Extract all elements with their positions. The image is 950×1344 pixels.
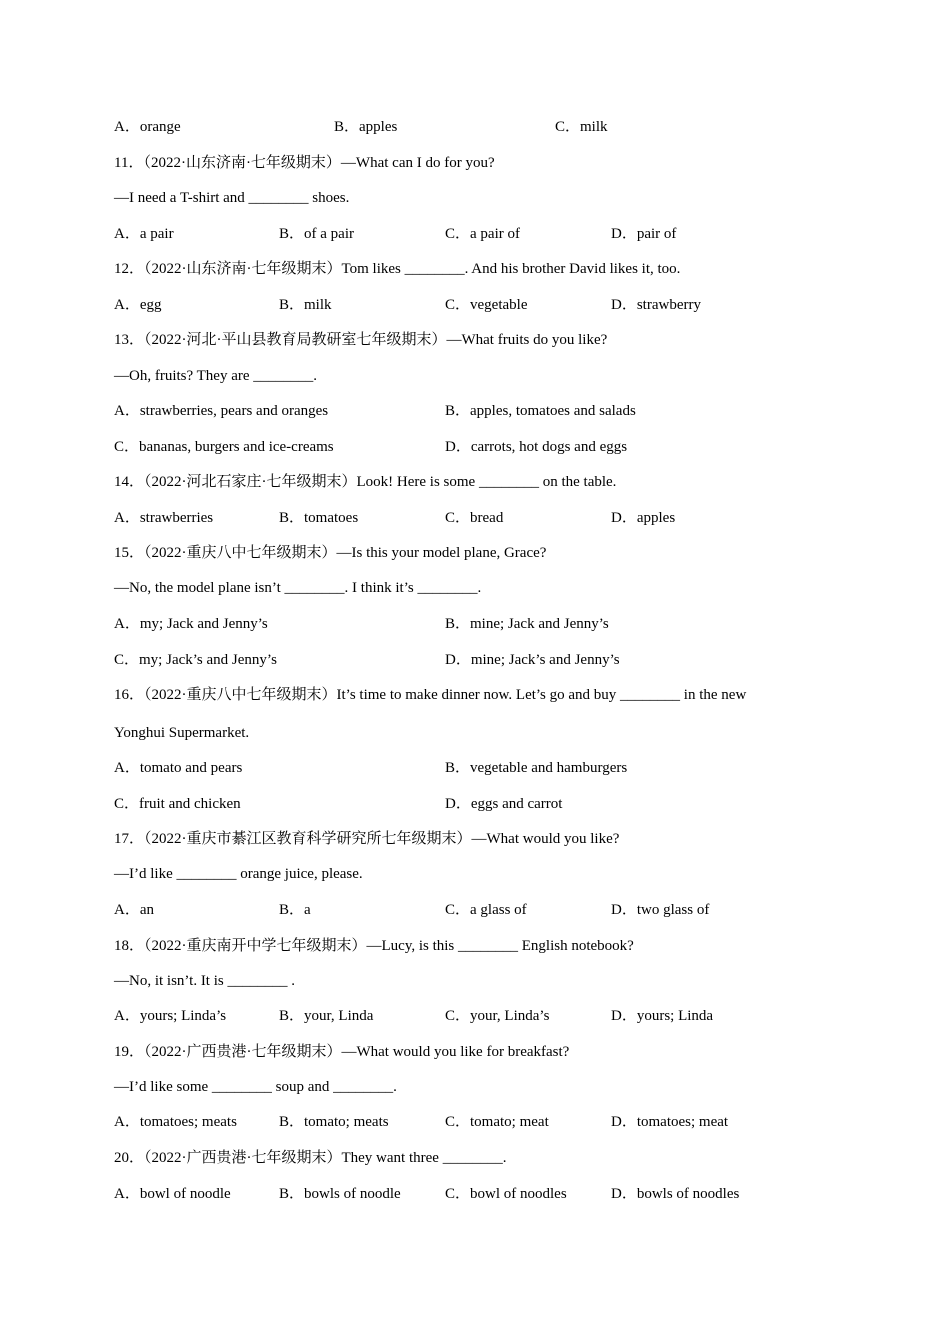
answer-option bbox=[611, 508, 675, 528]
answer-option bbox=[611, 224, 676, 244]
answer-option bbox=[445, 650, 620, 670]
option-letter: C． bbox=[445, 1114, 471, 1130]
answer-option bbox=[114, 224, 174, 244]
answer-option bbox=[445, 758, 627, 778]
option-text: milk bbox=[304, 297, 332, 313]
question-line: —I’d like some ________ soup and ________. bbox=[114, 1079, 397, 1095]
question-line: 13．（2022·河北·平山县教育局教研室七年级期末）—What fruits do you like? bbox=[114, 332, 608, 348]
option-letter: A． bbox=[114, 1114, 140, 1130]
answer-option bbox=[445, 900, 527, 920]
option-text: yours; Linda bbox=[636, 1008, 714, 1024]
answer-option bbox=[445, 401, 636, 421]
option-letter: D． bbox=[611, 226, 637, 242]
answer-option bbox=[445, 295, 527, 315]
option-text: mine; Jack and Jenny’s bbox=[470, 616, 609, 632]
option-text: vegetable bbox=[470, 297, 528, 313]
answer-option bbox=[334, 117, 397, 137]
option-text: bowls of noodle bbox=[304, 1186, 401, 1202]
answer-option bbox=[445, 224, 520, 244]
answer-option bbox=[114, 1112, 237, 1132]
answer-option bbox=[445, 794, 562, 814]
option-text: apples bbox=[359, 119, 398, 135]
answer-option bbox=[114, 900, 154, 920]
option-text: bowl of noodle bbox=[139, 1186, 231, 1202]
option-letter: A． bbox=[114, 902, 140, 918]
option-letter: B． bbox=[279, 1114, 305, 1130]
option-letter: D． bbox=[445, 652, 471, 668]
option-text: strawberries bbox=[139, 510, 214, 526]
answer-option bbox=[279, 900, 311, 920]
question-line: —I’d like ________ orange juice, please. bbox=[114, 866, 363, 882]
option-text: pair of bbox=[636, 226, 677, 242]
option-text: an bbox=[139, 902, 155, 918]
option-letter: C． bbox=[445, 902, 471, 918]
option-letter: B． bbox=[445, 403, 471, 419]
answer-option bbox=[279, 1112, 389, 1132]
option-text: milk bbox=[580, 119, 608, 135]
answer-option bbox=[114, 1006, 226, 1026]
question-line: 17．（2022·重庆市綦江区教育科学研究所七年级期末）—What would you like? bbox=[114, 831, 620, 847]
option-letter: C． bbox=[445, 297, 471, 313]
option-letter: C． bbox=[445, 1008, 471, 1024]
answer-option bbox=[445, 614, 609, 634]
option-text: your, Linda’s bbox=[470, 1008, 550, 1024]
option-text: tomato; meat bbox=[470, 1114, 549, 1130]
option-letter: D． bbox=[611, 1186, 637, 1202]
answer-option bbox=[114, 758, 242, 778]
option-letter: C． bbox=[114, 652, 140, 668]
answer-option bbox=[114, 1184, 231, 1204]
option-letter: A． bbox=[114, 1008, 140, 1024]
option-letter: A． bbox=[114, 760, 140, 776]
option-text: bowls of noodles bbox=[636, 1186, 740, 1202]
question-line: 11．（2022·山东济南·七年级期末）—What can I do for you? bbox=[114, 155, 495, 171]
answer-option bbox=[279, 1184, 401, 1204]
option-letter: C． bbox=[445, 1186, 471, 1202]
option-text: fruit and chicken bbox=[139, 796, 241, 812]
option-letter: D． bbox=[611, 1114, 637, 1130]
answer-option bbox=[114, 437, 334, 457]
option-text: orange bbox=[139, 119, 181, 135]
option-letter: B． bbox=[445, 616, 471, 632]
question-line: Yonghui Supermarket. bbox=[114, 725, 250, 741]
answer-option bbox=[279, 1006, 373, 1026]
answer-option bbox=[611, 1112, 728, 1132]
option-letter: C． bbox=[445, 510, 471, 526]
option-letter: C． bbox=[114, 796, 140, 812]
option-letter: B． bbox=[279, 510, 305, 526]
option-text: apples bbox=[636, 510, 676, 526]
answer-option bbox=[445, 1184, 567, 1204]
option-letter: B． bbox=[279, 1008, 305, 1024]
option-text: my; Jack’s and Jenny’s bbox=[139, 652, 277, 668]
option-text: bread bbox=[470, 510, 504, 526]
answer-option bbox=[114, 794, 241, 814]
option-letter: A． bbox=[114, 616, 140, 632]
answer-option bbox=[114, 401, 328, 421]
option-letter: B． bbox=[334, 119, 360, 135]
option-letter: B． bbox=[279, 226, 305, 242]
answer-option bbox=[611, 900, 709, 920]
option-text: vegetable and hamburgers bbox=[470, 760, 628, 776]
option-letter: D． bbox=[611, 902, 637, 918]
option-text: two glass of bbox=[636, 902, 710, 918]
option-text: egg bbox=[139, 297, 162, 313]
option-letter: D． bbox=[611, 1008, 637, 1024]
option-text: carrots, hot dogs and eggs bbox=[470, 439, 628, 455]
option-letter: D． bbox=[445, 439, 471, 455]
option-text: bananas, burgers and ice-creams bbox=[139, 439, 334, 455]
option-text: a bbox=[304, 902, 311, 918]
option-text: a pair bbox=[139, 226, 174, 242]
option-letter: D． bbox=[611, 510, 637, 526]
answer-option bbox=[279, 224, 354, 244]
question-line: 18．（2022·重庆南开中学七年级期末）—Lucy, is this ________ English notebook? bbox=[114, 938, 634, 954]
question-line: 14．（2022·河北石家庄·七年级期末）Look! Here is some ________ on the table. bbox=[114, 474, 617, 490]
option-text: my; Jack and Jenny’s bbox=[139, 616, 268, 632]
option-text: a pair of bbox=[470, 226, 520, 242]
option-text: strawberry bbox=[636, 297, 701, 313]
question-line: —No, it isn’t. It is ________ . bbox=[114, 973, 295, 989]
answer-option bbox=[445, 437, 627, 457]
answer-option bbox=[445, 1006, 549, 1026]
option-text: tomato and pears bbox=[139, 760, 243, 776]
answer-option bbox=[445, 508, 503, 528]
option-letter: A． bbox=[114, 297, 140, 313]
question-line: —Oh, fruits? They are ________. bbox=[114, 368, 318, 384]
option-text: tomatoes; meat bbox=[636, 1114, 729, 1130]
option-letter: A． bbox=[114, 403, 140, 419]
answer-option bbox=[114, 614, 268, 634]
option-letter: D． bbox=[611, 297, 637, 313]
option-text: a glass of bbox=[470, 902, 527, 918]
option-text: of a pair bbox=[304, 226, 354, 242]
option-letter: B． bbox=[279, 297, 305, 313]
option-letter: A． bbox=[114, 119, 140, 135]
question-line: 20．（2022·广西贵港·七年级期末）They want three ________. bbox=[114, 1150, 507, 1166]
answer-option bbox=[114, 650, 277, 670]
option-text: tomato; meats bbox=[304, 1114, 389, 1130]
option-text: your, Linda bbox=[304, 1008, 374, 1024]
answer-option bbox=[445, 1112, 549, 1132]
answer-option bbox=[611, 1184, 739, 1204]
option-text: tomatoes; meats bbox=[139, 1114, 237, 1130]
answer-option bbox=[279, 295, 332, 315]
option-letter: C． bbox=[555, 119, 581, 135]
option-letter: C． bbox=[114, 439, 140, 455]
option-text: mine; Jack’s and Jenny’s bbox=[470, 652, 620, 668]
option-letter: A． bbox=[114, 1186, 140, 1202]
question-line: —I need a T-shirt and ________ shoes. bbox=[114, 190, 350, 206]
option-letter: B． bbox=[279, 1186, 305, 1202]
question-line: 12．（2022·山东济南·七年级期末）Tom likes ________. And his brother David likes it, too. bbox=[114, 261, 681, 277]
answer-option bbox=[114, 117, 181, 137]
answer-option bbox=[279, 508, 358, 528]
option-text: strawberries, pears and oranges bbox=[139, 403, 329, 419]
option-text: apples, tomatoes and salads bbox=[470, 403, 636, 419]
option-letter: D． bbox=[445, 796, 471, 812]
option-text: eggs and carrot bbox=[470, 796, 563, 812]
option-letter: C． bbox=[445, 226, 471, 242]
answer-option bbox=[114, 508, 213, 528]
option-text: yours; Linda’s bbox=[139, 1008, 227, 1024]
option-text: bowl of noodles bbox=[470, 1186, 567, 1202]
answer-option bbox=[114, 295, 162, 315]
answer-option bbox=[611, 295, 701, 315]
question-line: —No, the model plane isn’t ________. I think it’s ________. bbox=[114, 580, 482, 596]
option-text: tomatoes bbox=[304, 510, 359, 526]
option-letter: A． bbox=[114, 226, 140, 242]
question-line: 15．（2022·重庆八中七年级期末）—Is this your model plane, Grace? bbox=[114, 545, 547, 561]
option-letter: A． bbox=[114, 510, 140, 526]
answer-option bbox=[611, 1006, 713, 1026]
answer-option bbox=[555, 117, 608, 137]
question-line: 16．（2022·重庆八中七年级期末）It’s time to make dinner now. Let’s go and buy ________ in the new bbox=[114, 687, 747, 703]
option-letter: B． bbox=[279, 902, 305, 918]
option-letter: B． bbox=[445, 760, 471, 776]
question-line: 19．（2022·广西贵港·七年级期末）—What would you like for breakfast? bbox=[114, 1044, 570, 1060]
